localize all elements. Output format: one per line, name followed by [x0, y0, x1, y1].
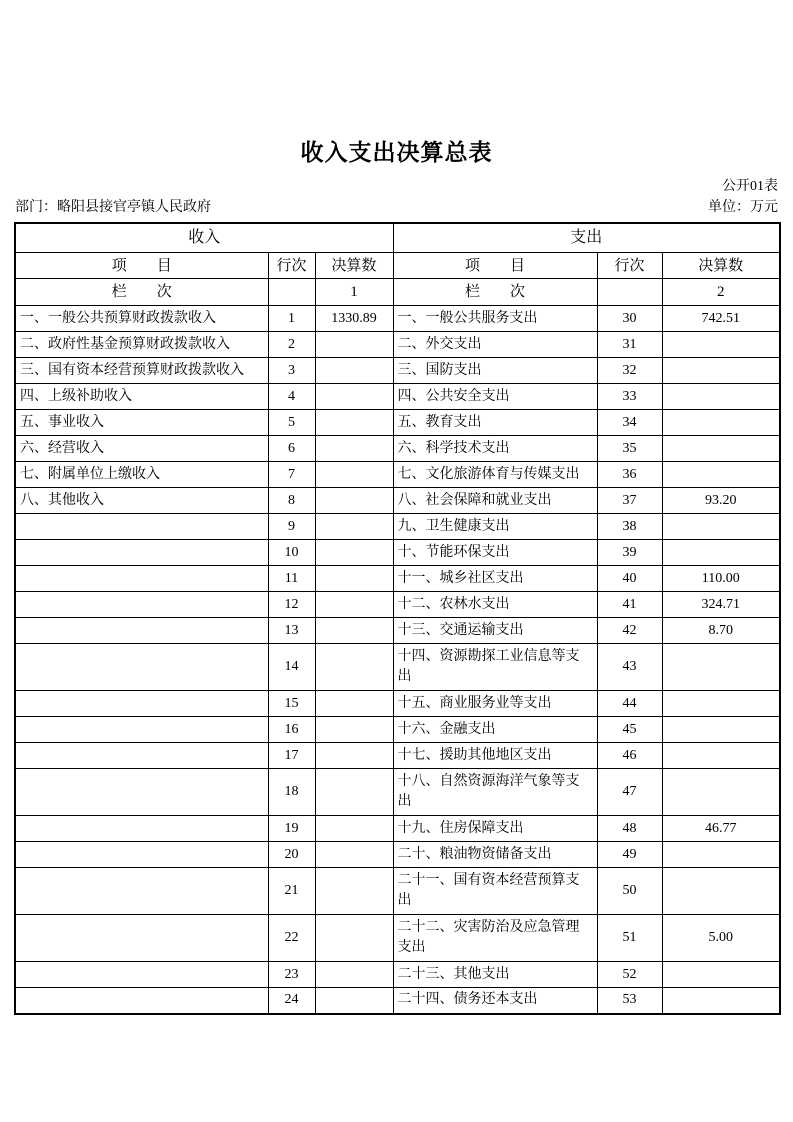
revenue-rowno-cell: 13	[268, 618, 315, 644]
revenue-item-cell: 二、政府性基金预算财政拨款收入	[15, 332, 268, 358]
expenditure-item-header: 项 目	[393, 253, 597, 279]
expenditure-rowno-cell: 37	[597, 488, 662, 514]
expenditure-amount-cell: 5.00	[662, 915, 780, 962]
revenue-amount-cell	[315, 915, 393, 962]
revenue-rowno-cell: 24	[268, 988, 315, 1014]
revenue-rowno-cell: 8	[268, 488, 315, 514]
expenditure-item-cell: 十六、金融支出	[393, 717, 597, 743]
expenditure-amount-cell	[662, 988, 780, 1014]
expenditure-item-cell: 十三、交通运输支出	[393, 618, 597, 644]
revenue-amount-header: 决算数	[315, 253, 393, 279]
revenue-rowno-cell: 2	[268, 332, 315, 358]
expenditure-rowno-cell: 33	[597, 384, 662, 410]
expenditure-amount-cell	[662, 868, 780, 915]
expenditure-amount-cell	[662, 691, 780, 717]
revenue-amount-cell	[315, 540, 393, 566]
table-row	[15, 540, 780, 566]
expenditure-rowno-cell: 42	[597, 618, 662, 644]
table-row	[15, 566, 780, 592]
revenue-item-cell	[15, 644, 268, 691]
expenditure-rowno-cell: 52	[597, 962, 662, 988]
revenue-rowno-cell: 3	[268, 358, 315, 384]
revenue-rowno-cell: 21	[268, 868, 315, 915]
expenditure-rowno-cell: 36	[597, 462, 662, 488]
expenditure-rowno-header: 行次	[597, 253, 662, 279]
revenue-item-cell	[15, 717, 268, 743]
expenditure-rowno-cell: 43	[597, 644, 662, 691]
table-row	[15, 514, 780, 540]
expenditure-amount-cell: 46.77	[662, 816, 780, 842]
revenue-rowno-cell: 11	[268, 566, 315, 592]
revenue-item-cell: 三、国有资本经营预算财政拨款收入	[15, 358, 268, 384]
expenditure-item-cell: 三、国防支出	[393, 358, 597, 384]
expenditure-item-cell: 十八、自然资源海洋气象等支出	[393, 769, 597, 816]
revenue-amount-cell	[315, 384, 393, 410]
expenditure-rowno-cell: 30	[597, 306, 662, 332]
table-row	[15, 618, 780, 644]
revenue-item-header: 项 目	[15, 253, 268, 279]
expenditure-rowno-cell: 41	[597, 592, 662, 618]
table-row	[15, 462, 780, 488]
revenue-amount-cell: 1330.89	[315, 306, 393, 332]
revenue-amount-cell	[315, 717, 393, 743]
expenditure-rowno-cell: 39	[597, 540, 662, 566]
revenue-rowno-cell: 1	[268, 306, 315, 332]
expenditure-amount-cell	[662, 332, 780, 358]
revenue-amount-cell	[315, 462, 393, 488]
table-row	[15, 436, 780, 462]
expenditure-item-cell: 二、外交支出	[393, 332, 597, 358]
expenditure-item-cell: 七、文化旅游体育与传媒支出	[393, 462, 597, 488]
revenue-item-cell	[15, 618, 268, 644]
revenue-amount-cell	[315, 842, 393, 868]
revenue-item-cell: 四、上级补助收入	[15, 384, 268, 410]
column-header-row	[15, 253, 780, 279]
revenue-rowno-cell: 15	[268, 691, 315, 717]
revenue-amount-cell	[315, 514, 393, 540]
expenditure-amount-cell	[662, 514, 780, 540]
expenditure-lanci-cell: 栏 次	[393, 279, 597, 306]
expenditure-rowno-cell: 49	[597, 842, 662, 868]
revenue-amount-cell	[315, 816, 393, 842]
expenditure-item-cell: 一、一般公共服务支出	[393, 306, 597, 332]
revenue-amount-cell	[315, 566, 393, 592]
revenue-item-cell	[15, 868, 268, 915]
expenditure-rowno-cell: 44	[597, 691, 662, 717]
revenue-item-cell	[15, 691, 268, 717]
expenditure-rowno-cell: 45	[597, 717, 662, 743]
expenditure-item-cell: 二十一、国有资本经营预算支出	[393, 868, 597, 915]
table-row	[15, 868, 780, 915]
revenue-item-cell: 五、事业收入	[15, 410, 268, 436]
expenditure-item-cell: 二十、粮油物资储备支出	[393, 842, 597, 868]
revenue-rowno-cell: 5	[268, 410, 315, 436]
expenditure-rowno-cell: 53	[597, 988, 662, 1014]
expenditure-amount-header: 决算数	[662, 253, 780, 279]
revenue-amount-cell	[315, 988, 393, 1014]
unit-label: 单位：万元	[708, 200, 778, 215]
revenue-item-cell	[15, 769, 268, 816]
revenue-lanci-blank	[268, 279, 315, 306]
table-row	[15, 769, 780, 816]
revenue-rowno-cell: 16	[268, 717, 315, 743]
expenditure-item-cell: 八、社会保障和就业支出	[393, 488, 597, 514]
revenue-item-cell	[15, 514, 268, 540]
expenditure-item-cell: 十九、住房保障支出	[393, 816, 597, 842]
expenditure-lanci-blank	[597, 279, 662, 306]
expenditure-rowno-cell: 40	[597, 566, 662, 592]
expenditure-amount-cell: 742.51	[662, 306, 780, 332]
table-row	[15, 410, 780, 436]
table-row	[15, 842, 780, 868]
expenditure-item-cell: 二十四、债务还本支出	[393, 988, 597, 1014]
revenue-lanci-cell: 栏 次	[15, 279, 268, 306]
expenditure-amount-cell	[662, 436, 780, 462]
table-row	[15, 306, 780, 332]
revenue-item-cell	[15, 915, 268, 962]
expenditure-item-cell: 五、教育支出	[393, 410, 597, 436]
revenue-amount-cell	[315, 618, 393, 644]
expenditure-amount-cell: 110.00	[662, 566, 780, 592]
table-row	[15, 962, 780, 988]
expenditure-rowno-cell: 31	[597, 332, 662, 358]
expenditure-section-header: 支出	[393, 223, 780, 253]
revenue-amount-cell	[315, 868, 393, 915]
revenue-rowno-cell: 17	[268, 743, 315, 769]
expenditure-amount-cell: 324.71	[662, 592, 780, 618]
revenue-amount-cell	[315, 743, 393, 769]
expenditure-item-cell: 六、科学技术支出	[393, 436, 597, 462]
expenditure-item-cell: 十一、城乡社区支出	[393, 566, 597, 592]
page-title: 收入支出决算总表	[300, 140, 493, 165]
revenue-amount-cell	[315, 769, 393, 816]
revenue-rowno-cell: 20	[268, 842, 315, 868]
expenditure-amount-cell	[662, 540, 780, 566]
revenue-item-cell	[15, 816, 268, 842]
revenue-rowno-header: 行次	[268, 253, 315, 279]
expenditure-amount-cell	[662, 717, 780, 743]
revenue-rowno-cell: 10	[268, 540, 315, 566]
revenue-item-cell	[15, 592, 268, 618]
expenditure-rowno-cell: 35	[597, 436, 662, 462]
expenditure-rowno-cell: 51	[597, 915, 662, 962]
expenditure-amount-cell	[662, 962, 780, 988]
revenue-amount-cell	[315, 436, 393, 462]
table-row	[15, 384, 780, 410]
table-code-label: 公开01表	[722, 179, 778, 194]
revenue-item-cell	[15, 988, 268, 1014]
revenue-item-cell	[15, 566, 268, 592]
revenue-rowno-cell: 18	[268, 769, 315, 816]
column-index-row	[15, 279, 780, 306]
section-header-row	[15, 223, 780, 253]
revenue-rowno-cell: 23	[268, 962, 315, 988]
expenditure-rowno-cell: 50	[597, 868, 662, 915]
expenditure-item-cell: 十七、援助其他地区支出	[393, 743, 597, 769]
table-body	[15, 306, 780, 1014]
revenue-item-cell: 六、经营收入	[15, 436, 268, 462]
revenue-item-cell	[15, 540, 268, 566]
revenue-amount-cell	[315, 410, 393, 436]
revenue-amount-cell	[315, 358, 393, 384]
revenue-item-cell	[15, 743, 268, 769]
table-row	[15, 488, 780, 514]
expenditure-amount-cell	[662, 384, 780, 410]
revenue-item-cell: 一、一般公共预算财政拨款收入	[15, 306, 268, 332]
table-row	[15, 332, 780, 358]
expenditure-amount-cell	[662, 410, 780, 436]
revenue-col-index: 1	[315, 279, 393, 306]
department-label: 部门：略阳县接官亭镇人民政府	[15, 200, 211, 215]
revenue-amount-cell	[315, 332, 393, 358]
table-row	[15, 915, 780, 962]
revenue-rowno-cell: 14	[268, 644, 315, 691]
revenue-rowno-cell: 7	[268, 462, 315, 488]
expenditure-item-cell: 九、卫生健康支出	[393, 514, 597, 540]
expenditure-col-index: 2	[662, 279, 780, 306]
expenditure-amount-cell	[662, 743, 780, 769]
revenue-rowno-cell: 4	[268, 384, 315, 410]
expenditure-item-cell: 二十二、灾害防治及应急管理支出	[393, 915, 597, 962]
table-row	[15, 743, 780, 769]
table-row	[15, 691, 780, 717]
table-row	[15, 644, 780, 691]
revenue-rowno-cell: 22	[268, 915, 315, 962]
revenue-amount-cell	[315, 962, 393, 988]
table-header	[15, 223, 780, 306]
budget-summary-table	[14, 222, 781, 1015]
revenue-rowno-cell: 9	[268, 514, 315, 540]
expenditure-rowno-cell: 48	[597, 816, 662, 842]
revenue-item-cell: 七、附属单位上缴收入	[15, 462, 268, 488]
expenditure-rowno-cell: 34	[597, 410, 662, 436]
expenditure-amount-cell: 93.20	[662, 488, 780, 514]
table-row	[15, 988, 780, 1014]
revenue-amount-cell	[315, 644, 393, 691]
expenditure-rowno-cell: 32	[597, 358, 662, 384]
revenue-rowno-cell: 6	[268, 436, 315, 462]
expenditure-item-cell: 四、公共安全支出	[393, 384, 597, 410]
expenditure-item-cell: 十二、农林水支出	[393, 592, 597, 618]
revenue-item-cell: 八、其他收入	[15, 488, 268, 514]
expenditure-amount-cell	[662, 358, 780, 384]
expenditure-item-cell: 十五、商业服务业等支出	[393, 691, 597, 717]
table-row	[15, 592, 780, 618]
expenditure-item-cell: 十、节能环保支出	[393, 540, 597, 566]
table-row	[15, 816, 780, 842]
table-row	[15, 717, 780, 743]
revenue-rowno-cell: 19	[268, 816, 315, 842]
revenue-amount-cell	[315, 488, 393, 514]
revenue-rowno-cell: 12	[268, 592, 315, 618]
revenue-amount-cell	[315, 592, 393, 618]
expenditure-amount-cell	[662, 644, 780, 691]
meta-line	[15, 199, 778, 217]
expenditure-amount-cell	[662, 769, 780, 816]
expenditure-item-cell: 十四、资源勘探工业信息等支出	[393, 644, 597, 691]
expenditure-amount-cell	[662, 842, 780, 868]
expenditure-amount-cell	[662, 462, 780, 488]
revenue-item-cell	[15, 842, 268, 868]
table-row	[15, 358, 780, 384]
revenue-section-header: 收入	[15, 223, 393, 253]
expenditure-rowno-cell: 38	[597, 514, 662, 540]
expenditure-rowno-cell: 46	[597, 743, 662, 769]
expenditure-amount-cell: 8.70	[662, 618, 780, 644]
revenue-item-cell	[15, 962, 268, 988]
expenditure-rowno-cell: 47	[597, 769, 662, 816]
expenditure-item-cell: 二十三、其他支出	[393, 962, 597, 988]
revenue-amount-cell	[315, 691, 393, 717]
